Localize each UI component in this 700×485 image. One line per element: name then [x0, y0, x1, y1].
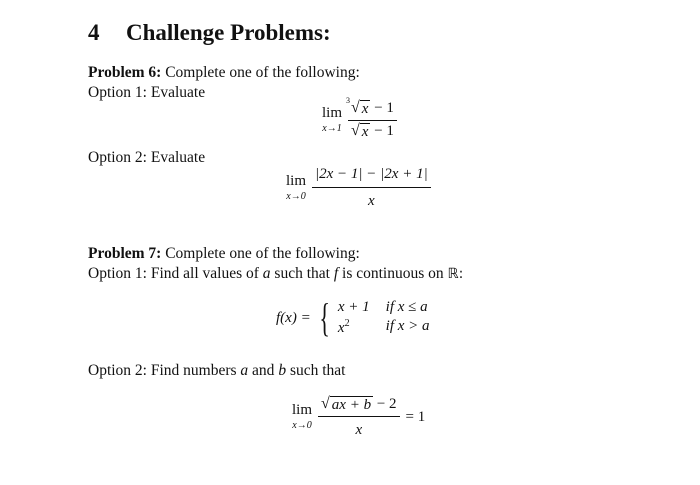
lim-word: lim: [322, 105, 343, 121]
case-2-base: x: [337, 320, 345, 336]
problem-6-intro: Complete one of the following:: [165, 64, 360, 81]
var-a: a: [240, 362, 249, 379]
root-index: 3: [346, 96, 351, 105]
section-number: 4: [88, 20, 100, 45]
fraction-3-denominator: x: [355, 421, 363, 438]
problem-7-intro: Complete one of the following:: [165, 245, 360, 262]
problem-6-header: [88, 64, 360, 82]
option-1-end: is continuous on: [338, 265, 448, 282]
section-heading: [88, 20, 331, 46]
problem-7-label: Problem 7:: [88, 245, 162, 262]
fraction-1: [346, 96, 397, 140]
square-root: √ x: [351, 121, 369, 140]
problem-7-option-1: [88, 265, 463, 283]
fraction-2-numerator: |2x − 1| − |2x + 1|: [312, 166, 431, 188]
numerator-rest: − 2: [376, 396, 397, 412]
option-2-end: such that: [286, 362, 346, 379]
case-2-condition: if x > a: [385, 318, 430, 334]
option-1-mid: such that: [270, 265, 334, 282]
piecewise-function: [276, 295, 430, 340]
fraction-1-denominator: [348, 121, 397, 141]
square-root-arg: ax + b: [331, 397, 372, 413]
limit-subscript-2: x→0: [286, 191, 306, 203]
option-2-and: and: [248, 362, 279, 379]
fraction-3: [318, 396, 400, 439]
cube-root-arg: x: [361, 101, 369, 117]
problem-7-option-2: [88, 362, 345, 380]
problem-6-label: Problem 6:: [88, 64, 162, 81]
case-2-expression: [338, 318, 370, 337]
limit-operator-3: [292, 403, 312, 431]
square-root: √ ax + b: [321, 395, 372, 413]
case-grid: [338, 299, 430, 337]
problem-6-option-1: Option 1: Evaluate: [88, 84, 206, 101]
limit-operator-1: [322, 106, 342, 134]
square-root-arg: x: [361, 123, 369, 140]
problem-6-option-2: Option 2: Evaluate: [88, 149, 206, 166]
equation-rhs: = 1: [405, 408, 426, 425]
denominator-rest: − 1: [374, 122, 394, 139]
var-b: b: [278, 362, 287, 379]
option-1-text: Option 1: Find all values of: [88, 265, 263, 282]
cube-root: √ 3 x: [346, 96, 369, 117]
real-numbers-symbol: ℝ:: [447, 266, 464, 282]
section-title: Challenge Problems:: [126, 20, 331, 45]
lim-word: lim: [292, 402, 313, 419]
case-2-exponent: 2: [344, 318, 350, 329]
case-1-expression: x + 1: [337, 299, 370, 315]
left-brace: {: [319, 295, 330, 340]
limit-subscript-3: x→0: [292, 420, 312, 432]
option-2-text: Option 2: Find numbers: [88, 362, 241, 379]
problem-7-header: [88, 245, 360, 263]
var-a: a: [262, 265, 271, 282]
numerator-rest: − 1: [374, 100, 394, 116]
var-f: f: [333, 265, 339, 282]
fraction-3-numerator: [318, 396, 400, 417]
limit-equation-1: [322, 96, 397, 140]
limit-equation-2: [286, 166, 431, 211]
fraction-2: [312, 166, 431, 211]
limit-operator-2: [286, 174, 306, 202]
lim-word: lim: [286, 173, 307, 190]
limit-equation-3: [292, 396, 425, 439]
fraction-1-numerator: [346, 96, 397, 121]
fraction-2-denominator: x: [368, 193, 375, 210]
cases: [311, 295, 430, 340]
limit-subscript-1: x→1: [322, 123, 342, 134]
case-1-condition: if x ≤ a: [385, 299, 428, 315]
function-lhs: f(x) =: [276, 309, 311, 326]
